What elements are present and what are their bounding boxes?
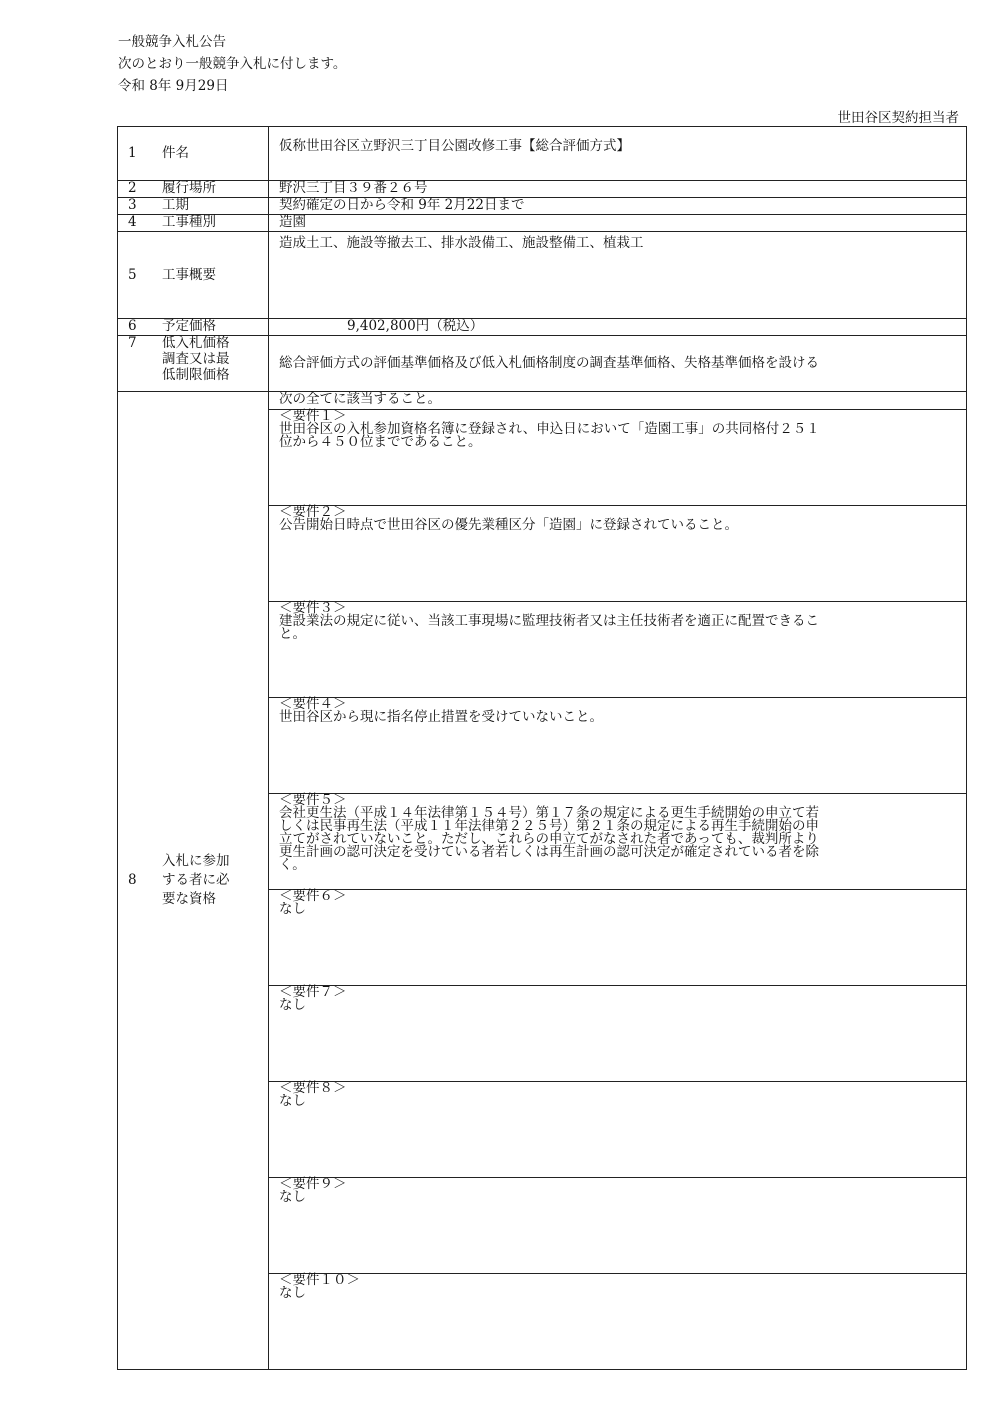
- requirement-row: [269, 505, 966, 601]
- row-value: 造成土工、施設等撤去工、排水設備工、施設整備工、植栽工: [269, 232, 967, 319]
- requirement-row: [269, 889, 966, 985]
- row-number: 4: [128, 214, 137, 230]
- requirement-text: なし: [279, 1092, 306, 1109]
- row-number: 8: [128, 872, 137, 888]
- row-label: 履行場所: [162, 180, 216, 196]
- requirement-heading: ＜要件１＞: [279, 407, 347, 424]
- requirement-text: しくは民事再生法（平成１１年法律第２２５号）第２１条の規定による再生手続開始の申: [279, 817, 819, 834]
- row-label: 工期: [162, 197, 189, 213]
- row-label: する者に必: [162, 872, 230, 888]
- requirement-text: 公告開始日時点で世田谷区の優先業種区分「造園」に登録されていること。: [279, 516, 738, 533]
- row-label: 工事種別: [162, 214, 216, 230]
- row-label: 件名: [162, 145, 189, 161]
- requirement-text: く。: [279, 856, 306, 873]
- row-number: 3: [128, 197, 137, 213]
- row-value: 仮称世田谷区立野沢三丁目公園改修工事【総合評価方式】: [269, 127, 967, 181]
- notice-title: 一般競争入札公告: [118, 34, 226, 50]
- requirement-heading: ＜要件１０＞: [279, 1271, 360, 1288]
- row-number: 7: [128, 335, 137, 351]
- row-value: 総合評価方式の評価基準価格及び低入札価格制度の調査基準価格、失格基準価格を設ける: [269, 336, 967, 392]
- requirement-heading: ＜要件２＞: [279, 503, 347, 520]
- requirement-row: [269, 1081, 966, 1177]
- requirement-text: なし: [279, 900, 306, 917]
- requirement-heading: ＜要件９＞: [279, 1175, 347, 1192]
- requirement-row: [269, 1177, 966, 1273]
- row-number: 5: [128, 266, 137, 283]
- row-number: 1: [128, 145, 137, 161]
- requirements-intro: 次の全てに該当すること。: [269, 392, 966, 409]
- row-number: 2: [128, 180, 137, 196]
- row-label: 調査又は最: [162, 351, 230, 367]
- requirement-heading: ＜要件５＞: [279, 791, 347, 808]
- requirement-text: 会社更生法（平成１４年法律第１５４号）第１７条の規定による更生手続開始の申立て若: [279, 804, 819, 821]
- requirement-text: 建設業法の規定に従い、当該工事現場に監理技術者又は主任技術者を適正に配置できるこ: [279, 612, 819, 629]
- row-low-price: [118, 336, 967, 392]
- requirement-text: 世田谷区から現に指名停止措置を受けていないこと。: [279, 708, 603, 725]
- row-outline: [118, 232, 967, 319]
- row-subject: [118, 127, 967, 181]
- row-number: 6: [128, 318, 137, 334]
- requirement-row: [269, 409, 966, 505]
- row-value: 9,402,800円（税込）: [269, 319, 967, 336]
- requirement-text: 立てがされていないこと。ただし、これらの申立てがなされた者であっても、裁判所より: [279, 830, 819, 847]
- requirement-row: [269, 985, 966, 1081]
- requirement-heading: ＜要件３＞: [279, 599, 347, 616]
- row-value: 野沢三丁目３９番２６号: [269, 181, 967, 198]
- row-label: 低入札価格: [162, 335, 230, 351]
- row-label: 予定価格: [162, 318, 216, 334]
- requirement-text: 世田谷区の入札参加資格名簿に登録され、申込日において「造園工事」の共同格付２５１: [279, 420, 820, 437]
- notice-intro: 次のとおり一般競争入札に付します。: [118, 56, 347, 72]
- requirement-heading: ＜要件６＞: [279, 887, 347, 904]
- row-qualifications: [118, 392, 967, 1370]
- requirement-row: [269, 697, 966, 793]
- requirement-heading: ＜要件７＞: [279, 983, 347, 1000]
- requirement-text: 位から４５０位までであること。: [279, 433, 482, 450]
- row-value: 契約確定の日から令和 9年 2月22日まで: [269, 198, 967, 215]
- row-period: [118, 198, 967, 215]
- row-price: [118, 319, 967, 336]
- row-label: 要な資格: [162, 891, 216, 907]
- notice-table: [117, 126, 967, 1370]
- row-label: 低制限価格: [162, 367, 230, 383]
- notice-date: 令和 8年 9月29日: [118, 78, 229, 94]
- row-label: 入札に参加: [162, 853, 230, 869]
- requirement-heading: ＜要件８＞: [279, 1079, 347, 1096]
- row-location: [118, 181, 967, 198]
- requirement-text: なし: [279, 1188, 306, 1205]
- issuer: 世田谷区契約担当者: [837, 110, 959, 126]
- requirement-text: なし: [279, 996, 306, 1013]
- row-work-type: [118, 215, 967, 232]
- requirement-row: [269, 601, 966, 697]
- requirement-text: と。: [279, 625, 306, 642]
- requirement-heading: ＜要件４＞: [279, 695, 347, 712]
- requirement-text: 更生計画の認可決定を受けている者若しくは再生計画の認可決定が確定されている者を除: [279, 843, 819, 860]
- row-label: 工事概要: [162, 266, 216, 283]
- requirement-row: [269, 1273, 966, 1369]
- requirement-text: なし: [279, 1284, 306, 1301]
- row-value: 造園: [269, 215, 967, 232]
- requirement-row: [269, 793, 966, 889]
- requirements-table: [269, 392, 966, 1369]
